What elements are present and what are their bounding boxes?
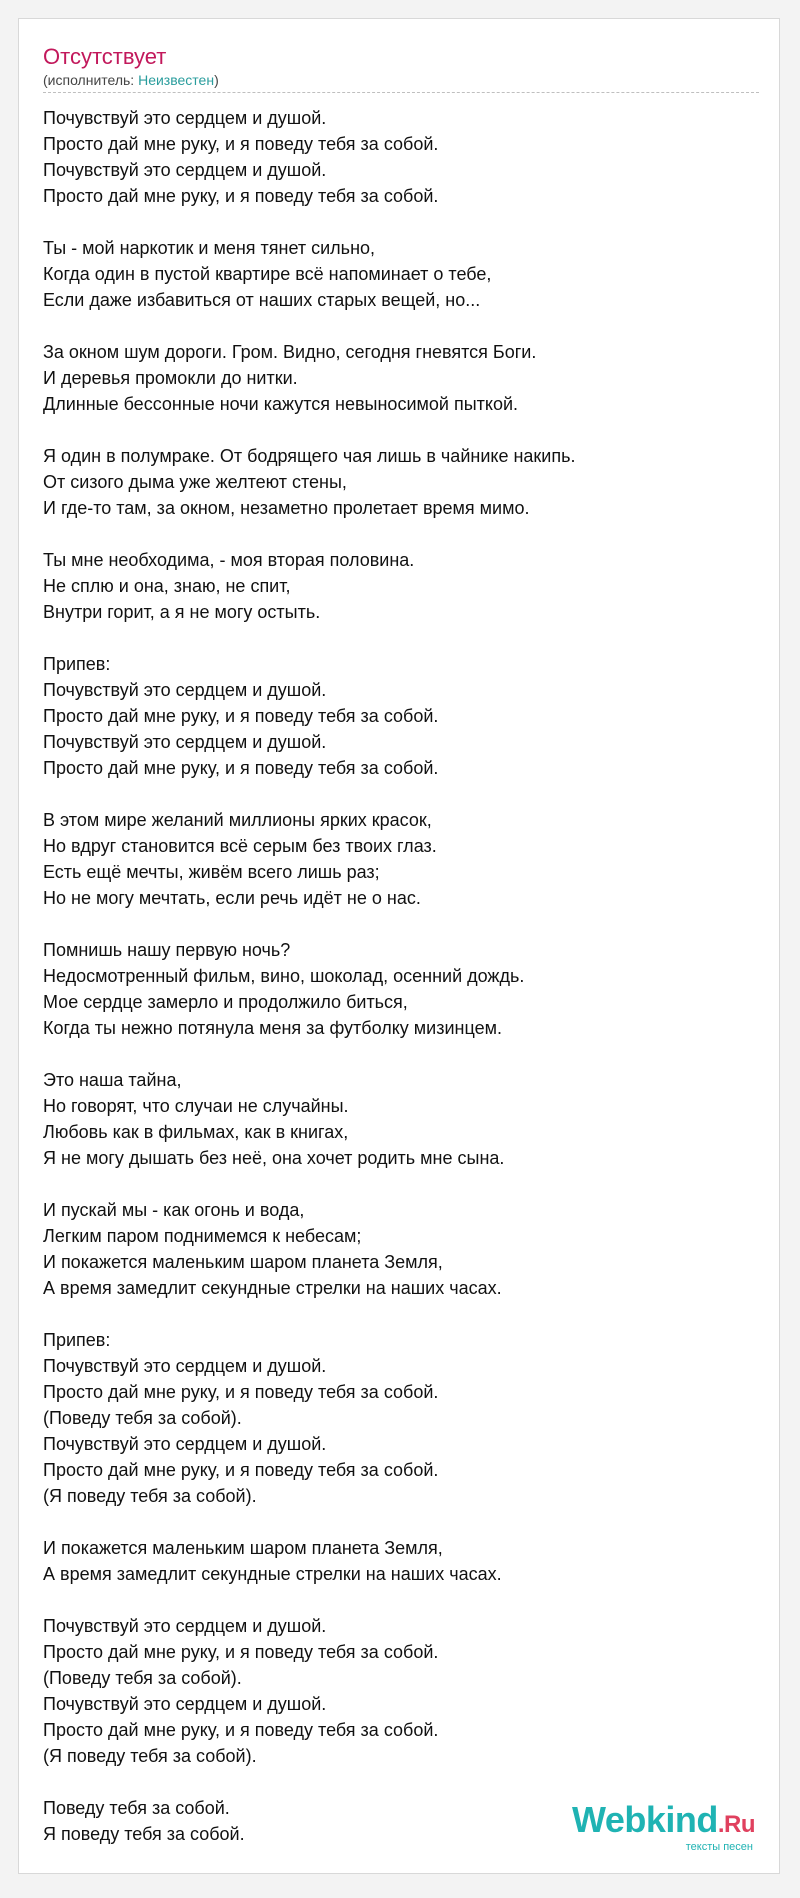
lyric-line: (Поведу тебя за собой). bbox=[43, 1668, 242, 1688]
site-logo[interactable] bbox=[571, 1799, 755, 1853]
lyrics-text bbox=[43, 105, 759, 1847]
song-title: Отсутствует bbox=[43, 44, 167, 69]
stanza-break bbox=[43, 1171, 759, 1197]
lyric-line: Если даже избавиться от наших старых вещей, но... bbox=[43, 290, 481, 310]
lyric-line: И покажется маленьким шаром планета Земля, bbox=[43, 1538, 443, 1558]
lyric-line: От сизого дыма уже желтеют стены, bbox=[43, 472, 347, 492]
logo-tld: .Ru bbox=[717, 1811, 755, 1838]
lyric-line: Просто дай мне руку, и я поведу тебя за собой. bbox=[43, 706, 439, 726]
lyric-line: И покажется маленьким шаром планета Земля, bbox=[43, 1252, 443, 1272]
lyric-line: Но не могу мечтать, если речь идёт не о нас. bbox=[43, 888, 421, 908]
logo-wordmark bbox=[571, 1799, 755, 1843]
lyric-line: Почувствуй это сердцем и душой. bbox=[43, 732, 327, 752]
lyric-line: За окном шум дороги. Гром. Видно, сегодня гневятся Боги. bbox=[43, 342, 537, 362]
stanza-break bbox=[43, 417, 759, 443]
logo-tagline: тексты песен bbox=[685, 1841, 753, 1853]
stanza-break bbox=[43, 911, 759, 937]
stanza-break bbox=[43, 1041, 759, 1067]
lyric-line: Есть ещё мечты, живём всего лишь раз; bbox=[43, 862, 380, 882]
lyric-line: Мое сердце замерло и продолжило биться, bbox=[43, 992, 408, 1012]
lyric-line: Я поведу тебя за собой. bbox=[43, 1824, 245, 1844]
lyric-line: Просто дай мне руку, и я поведу тебя за собой. bbox=[43, 1642, 439, 1662]
stanza-break bbox=[43, 1301, 759, 1327]
lyric-line: Недосмотренный фильм, вино, шоколад, осенний дождь. bbox=[43, 966, 525, 986]
lyric-line: (Поведу тебя за собой). bbox=[43, 1408, 242, 1428]
lyric-line: Я не могу дышать без неё, она хочет родить мне сына. bbox=[43, 1148, 505, 1168]
lyric-line: А время замедлит секундные стрелки на наших часах. bbox=[43, 1278, 502, 1298]
stanza-break bbox=[43, 209, 759, 235]
lyric-line: И пускай мы - как огонь и вода, bbox=[43, 1200, 305, 1220]
lyric-line: (Я поведу тебя за собой). bbox=[43, 1746, 257, 1766]
logo-name: Webkind bbox=[571, 1799, 718, 1840]
stanza-break bbox=[43, 1587, 759, 1613]
lyric-line: Когда ты нежно потянула меня за футболку мизинцем. bbox=[43, 1018, 502, 1038]
song-header bbox=[43, 43, 759, 93]
lyric-line: И где-то там, за окном, незаметно пролетает время мимо. bbox=[43, 498, 530, 518]
lyric-line: Почувствуй это сердцем и душой. bbox=[43, 108, 327, 128]
stanza-break bbox=[43, 313, 759, 339]
lyric-line: Но говорят, что случаи не случайны. bbox=[43, 1096, 349, 1116]
lyric-line: Почувствуй это сердцем и душой. bbox=[43, 1434, 327, 1454]
lyric-line: Просто дай мне руку, и я поведу тебя за собой. bbox=[43, 1382, 439, 1402]
artist-prefix: (исполнитель: bbox=[43, 72, 139, 88]
lyric-line: Любовь как в фильмах, как в книгах, bbox=[43, 1122, 349, 1142]
lyric-line: Когда один в пустой квартире всё напоминает о тебе, bbox=[43, 264, 492, 284]
lyric-line: Помнишь нашу первую ночь? bbox=[43, 940, 291, 960]
stanza-break bbox=[43, 781, 759, 807]
lyric-line: Но вдруг становится всё серым без твоих глаз. bbox=[43, 836, 437, 856]
lyric-line: Почувствуй это сердцем и душой. bbox=[43, 1356, 327, 1376]
lyric-line: Длинные бессонные ночи кажутся невыносимой пыткой. bbox=[43, 394, 519, 414]
lyric-line: Почувствуй это сердцем и душой. bbox=[43, 1694, 327, 1714]
lyric-line: Просто дай мне руку, и я поведу тебя за собой. bbox=[43, 186, 439, 206]
lyrics-card bbox=[18, 18, 780, 1874]
lyric-line: Почувствуй это сердцем и душой. bbox=[43, 1616, 327, 1636]
stanza-break bbox=[43, 625, 759, 651]
lyric-line: Просто дай мне руку, и я поведу тебя за собой. bbox=[43, 1460, 439, 1480]
lyric-line: (Я поведу тебя за собой). bbox=[43, 1486, 257, 1506]
artist-line bbox=[43, 71, 759, 89]
stanza-break bbox=[43, 1769, 759, 1795]
stanza-break bbox=[43, 521, 759, 547]
lyric-line: И деревья промокли до нитки. bbox=[43, 368, 298, 388]
lyric-line: Припев: bbox=[43, 1330, 111, 1350]
lyric-line: Поведу тебя за собой. bbox=[43, 1798, 230, 1818]
artist-suffix: ) bbox=[214, 72, 219, 88]
lyric-line: Ты - мой наркотик и меня тянет сильно, bbox=[43, 238, 376, 258]
lyric-line: Не сплю и она, знаю, не спит, bbox=[43, 576, 291, 596]
lyric-line: Почувствуй это сердцем и душой. bbox=[43, 160, 327, 180]
lyric-line: Припев: bbox=[43, 654, 111, 674]
stanza-break bbox=[43, 1509, 759, 1535]
lyric-line: Почувствуй это сердцем и душой. bbox=[43, 680, 327, 700]
artist-link[interactable]: Неизвестен bbox=[138, 72, 215, 88]
lyric-line: Просто дай мне руку, и я поведу тебя за собой. bbox=[43, 1720, 439, 1740]
lyric-line: Просто дай мне руку, и я поведу тебя за собой. bbox=[43, 134, 439, 154]
lyric-line: Это наша тайна, bbox=[43, 1070, 182, 1090]
lyric-line: Легким паром поднимемся к небесам; bbox=[43, 1226, 362, 1246]
lyric-line: Ты мне необходима, - моя вторая половина. bbox=[43, 550, 415, 570]
lyric-line: А время замедлит секундные стрелки на наших часах. bbox=[43, 1564, 502, 1584]
lyric-line: Я один в полумраке. От бодрящего чая лишь в чайнике накипь. bbox=[43, 446, 576, 466]
lyric-line: Внутри горит, а я не могу остыть. bbox=[43, 602, 321, 622]
lyric-line: Просто дай мне руку, и я поведу тебя за собой. bbox=[43, 758, 439, 778]
lyric-line: В этом мире желаний миллионы ярких красок, bbox=[43, 810, 432, 830]
